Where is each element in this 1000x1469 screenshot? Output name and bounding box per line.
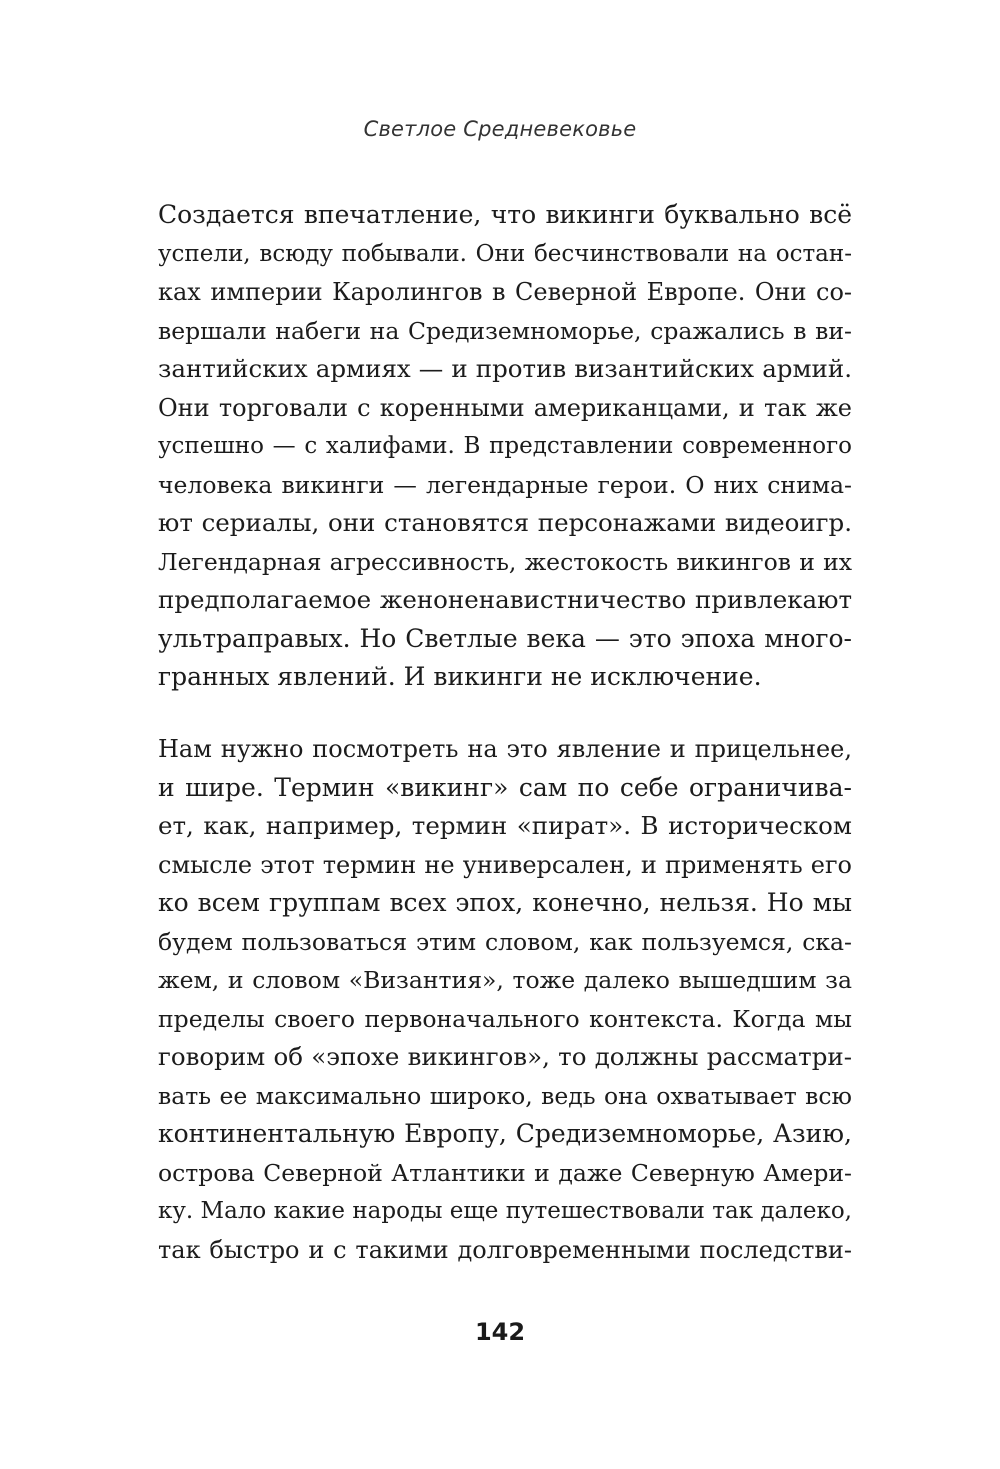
text-line: жем, и словом «Византия», тоже далеко вышедшим за xyxy=(158,966,852,994)
text-line: смысле этот термин не универсален, и применять его xyxy=(158,850,852,879)
text-line: континентальную Европу, Средиземноморье, Азию, xyxy=(158,1119,852,1148)
text-line: вать ее максимально широко, ведь она охватывает всю xyxy=(158,1081,852,1110)
text-line: говорим об «эпохе викингов», то должны рассматри- xyxy=(158,1042,852,1071)
text-line: Нам нужно посмотреть на это явление и прицельнее, xyxy=(158,735,852,763)
text-line: и шире. Термин «викинг» сам по себе ограничива- xyxy=(158,772,852,802)
text-line: гранных явлений. И викинги не исключение. xyxy=(158,662,762,691)
text-line: будем пользоваться этим словом, как пользуемся, ска- xyxy=(158,927,852,956)
page-number: 142 xyxy=(474,1318,526,1346)
running-header: Светлое Средневековье xyxy=(363,117,637,141)
paragraph xyxy=(158,730,852,1269)
text-line: Создается впечатление, что викинги буквально всё xyxy=(158,200,852,229)
paragraph xyxy=(158,196,852,697)
text-line: ультраправых. Но Светлые века — это эпоха много- xyxy=(158,623,852,653)
text-line: человека викинги — легендарные герои. О них снима- xyxy=(158,470,852,499)
text-line: острова Северной Атлантики и даже Северную Амери- xyxy=(158,1158,852,1187)
text-line: Они торговали с коренными американцами, и так же xyxy=(158,393,852,422)
text-line: предполагаемое женоненавистничество привлекают xyxy=(158,585,852,614)
text-line: ет, как, например, термин «пират». В историческом xyxy=(158,811,852,840)
text-line: ках империи Каролингов в Северной Европе. Они со- xyxy=(158,278,852,306)
text-line: Легендарная агрессивность, жестокость викингов и их xyxy=(158,547,852,576)
text-line: ку. Мало какие народы еще путешествовали так далеко, xyxy=(158,1198,852,1224)
text-line: зантийских армиях — и против византийских армий. xyxy=(158,354,852,383)
text-line: так быстро и с такими долговременными последстви- xyxy=(158,1235,852,1264)
text-line: успешно — с халифами. В представлении современного xyxy=(158,433,852,459)
text-line: ко всем группам всех эпох, конечно, нельзя. Но мы xyxy=(158,888,852,917)
text-line: вершали набеги на Средиземноморье, сражались в ви- xyxy=(158,316,852,345)
text-line: успели, всюду побывали. Они бесчинствовали на остан- xyxy=(158,240,852,267)
text-line: ют сериалы, они становятся персонажами видеоигр. xyxy=(158,508,852,537)
text-line: пределы своего первоначального контекста. Когда мы xyxy=(158,1004,852,1033)
